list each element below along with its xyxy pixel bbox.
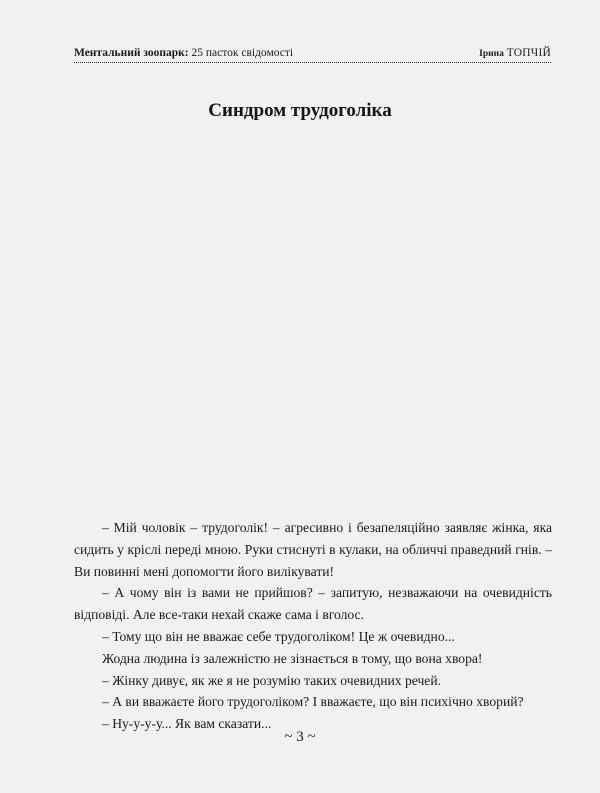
running-header <box>74 46 551 63</box>
paragraph: – Жінку дивує, як же я не розумію таких очевидних речей. <box>102 672 442 688</box>
page-number: ~ 3 ~ <box>284 729 316 745</box>
header-book-title <box>74 46 293 60</box>
paragraph: – Ну-у-у-у... Як вам сказати... <box>102 716 272 732</box>
paragraph: – А ви вважаєте його трудоголіком? І вважаєте, що він психічно хворий? <box>102 694 524 710</box>
header-author <box>479 46 551 61</box>
header-author-surname: ТОПЧІЙ <box>506 47 551 59</box>
paragraph: Жодна людина із залежністю не зізнається в тому, що вона хвора! <box>102 650 483 666</box>
body-text <box>74 517 552 735</box>
chapter-title: Синдром трудоголіка <box>208 100 392 121</box>
paragraph: – А чому він із вами не прийшов? – запитую, незважаючи на очевидність відповіді. Але все-таки нехай скаже сама і вголос. <box>74 585 552 623</box>
header-title-sub: 25 пасток свідомості <box>191 47 294 59</box>
header-author-given: Ірина <box>479 49 504 59</box>
paragraph: – Тому що він не вважає себе трудоголіком! Це ж очевидно... <box>102 628 455 644</box>
header-title-main: Ментальний зоопарк: <box>74 47 189 59</box>
paragraph: – Мій чоловік – трудоголік! – агресивно і безапеляційно заявляє жінка, яка сидить у кріслі переді мною. Руки стиснуті в кулаки, на обличчі праведний гнів. – Ви повинні мені допомогти його вилікувати! <box>74 520 552 579</box>
